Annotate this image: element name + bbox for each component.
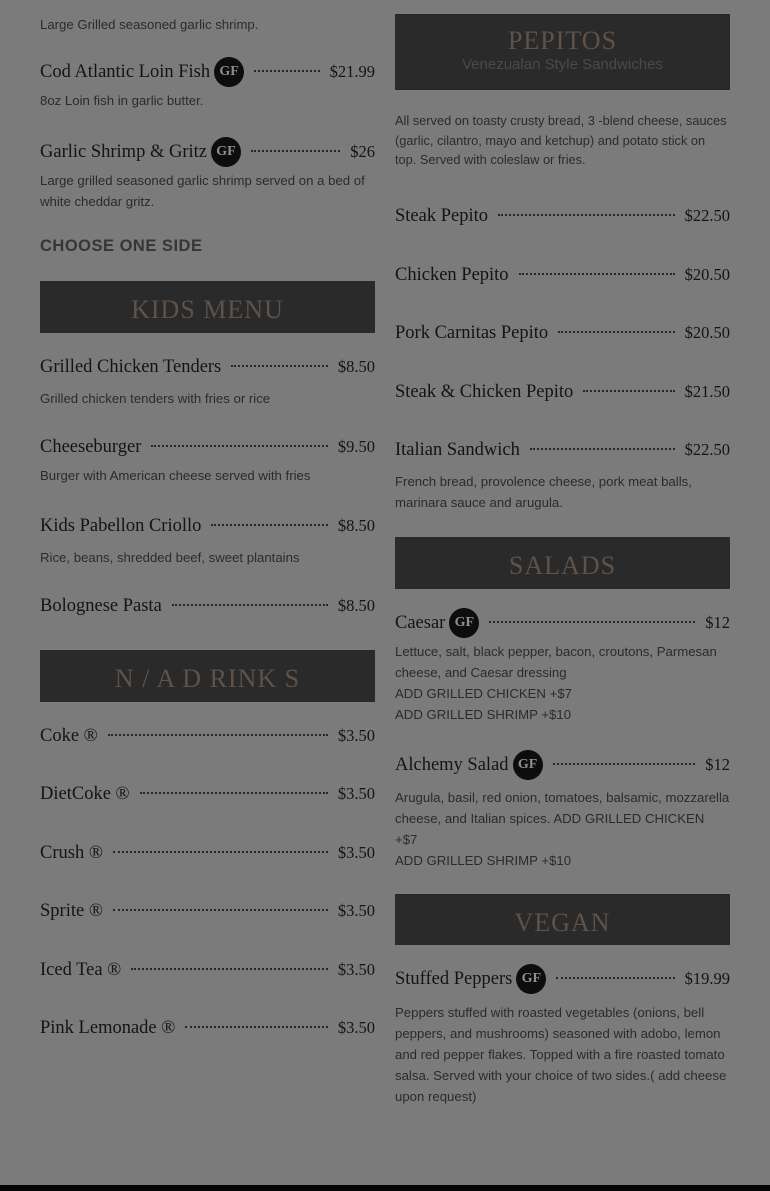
leader-dots xyxy=(498,214,675,216)
item-name: Grilled Chicken Tenders xyxy=(40,356,222,377)
menu-item[interactable] xyxy=(395,750,730,871)
item-price: $3.50 xyxy=(337,726,375,745)
item-description: French bread, provolence cheese, pork meat balls, marinara sauce and arugula. xyxy=(395,474,692,510)
add-on-option: ADD GRILLED SHRIMP +$10 xyxy=(395,853,572,868)
item-description: Large grilled seasoned garlic shrimp served on a bed of white cheddar gritz. xyxy=(40,173,365,209)
leader-dots xyxy=(113,909,328,911)
menu-item[interactable] xyxy=(40,511,375,568)
salads-banner xyxy=(395,537,730,589)
leader-dots xyxy=(140,792,328,794)
leader-dots xyxy=(583,390,674,392)
leader-dots xyxy=(254,70,320,72)
leader-dots xyxy=(151,445,328,447)
menu-item-partial xyxy=(40,0,375,35)
item-price: $19.99 xyxy=(684,969,730,988)
item-price: $8.50 xyxy=(337,596,375,615)
item-price: $3.50 xyxy=(337,960,375,979)
item-price: $21.50 xyxy=(684,382,730,401)
section-title: N / A D RINK S xyxy=(114,664,301,693)
leader-dots xyxy=(519,273,675,275)
item-name: Iced Tea ® xyxy=(40,959,122,980)
menu-item[interactable] xyxy=(395,608,730,725)
item-name: Alchemy Salad xyxy=(395,754,509,775)
item-price: $3.50 xyxy=(337,1018,375,1037)
item-name: Pork Carnitas Pepito xyxy=(395,322,549,343)
menu-item[interactable] xyxy=(40,137,375,212)
gluten-free-badge-icon: GF xyxy=(214,57,244,87)
leader-dots xyxy=(231,365,328,367)
bottom-bar xyxy=(0,1185,770,1191)
drink-item[interactable] xyxy=(40,721,375,751)
item-price: $3.50 xyxy=(337,784,375,803)
leader-dots xyxy=(489,621,695,623)
section-title: PEPITOS xyxy=(507,26,618,55)
menu-item[interactable] xyxy=(395,435,730,513)
pepitos-intro: All served on toasty crusty bread, 3 -blend cheese, sauces (garlic, cilantro, mayo and ketchup) and potato stick on top. Served with coleslaw or fries. xyxy=(395,113,727,167)
leader-dots xyxy=(530,448,675,450)
gluten-free-badge-icon: GF xyxy=(449,608,479,638)
menu-item[interactable] xyxy=(395,964,730,1107)
item-name: Caesar xyxy=(395,612,446,633)
drink-item[interactable] xyxy=(40,779,375,809)
add-on-option: ADD GRILLED SHRIMP +$10 xyxy=(395,707,572,722)
item-name: Cheeseburger xyxy=(40,436,142,457)
leader-dots xyxy=(172,604,328,606)
item-price: $8.50 xyxy=(337,516,375,535)
item-price: $12 xyxy=(705,755,730,774)
leader-dots xyxy=(556,977,674,979)
item-name: DietCoke ® xyxy=(40,783,130,804)
leader-dots xyxy=(251,150,340,152)
item-price: $26 xyxy=(350,142,375,161)
drink-item[interactable] xyxy=(40,955,375,985)
item-name: Sprite ® xyxy=(40,900,103,921)
menu-item[interactable] xyxy=(395,318,730,348)
leader-dots xyxy=(558,331,674,333)
item-price: $20.50 xyxy=(684,323,730,342)
pepitos-banner xyxy=(395,14,730,90)
item-description: Burger with American cheese served with fries xyxy=(40,468,311,483)
item-name: Steak & Chicken Pepito xyxy=(395,381,574,402)
item-price: $21.99 xyxy=(329,62,375,81)
item-name: Cod Atlantic Loin Fish xyxy=(40,61,211,82)
item-name: Bolognese Pasta xyxy=(40,595,162,616)
item-price: $20.50 xyxy=(684,265,730,284)
item-description: 8oz Loin fish in garlic butter. xyxy=(40,93,204,108)
item-name: Steak Pepito xyxy=(395,205,489,226)
drink-item[interactable] xyxy=(40,1013,375,1043)
kids-menu-banner xyxy=(40,281,375,333)
vegan-banner xyxy=(395,894,730,945)
gluten-free-badge-icon: GF xyxy=(513,750,543,780)
leader-dots xyxy=(185,1026,328,1028)
menu-item[interactable] xyxy=(395,201,730,231)
leader-dots xyxy=(211,524,328,526)
item-description: Arugula, basil, red onion, tomatoes, balsamic, mozzarella cheese, and Italian spices. ADD GRILLED CHICKEN +$7 xyxy=(395,790,730,847)
drink-item[interactable] xyxy=(40,896,375,926)
item-price: $9.50 xyxy=(337,437,375,456)
gluten-free-badge-icon: GF xyxy=(211,137,241,167)
item-description: Peppers stuffed with roasted vegetables (onions, bell peppers, and mushrooms) seasoned with adobo, lemon and red pepper flakes. Topped with a fire roasted tomato salsa. Served with your choice of two sides.( add cheese upon request) xyxy=(395,1005,727,1104)
choose-side-heading: CHOOSE ONE SIDE xyxy=(40,237,203,255)
item-price: $22.50 xyxy=(684,206,730,225)
item-description: Large Grilled seasoned garlic shrimp. xyxy=(40,17,259,32)
menu-item[interactable] xyxy=(40,352,375,409)
section-title: SALADS xyxy=(508,551,617,580)
item-price: $12 xyxy=(705,613,730,632)
leader-dots xyxy=(113,851,328,853)
item-price: $3.50 xyxy=(337,843,375,862)
drink-item[interactable] xyxy=(40,838,375,868)
section-subtitle: Venezualan Style Sandwiches xyxy=(462,56,663,73)
add-on-option: ADD GRILLED CHICKEN +$7 xyxy=(395,686,572,701)
leader-dots xyxy=(108,734,328,736)
item-price: $22.50 xyxy=(684,440,730,459)
menu-item[interactable] xyxy=(40,432,375,486)
menu-item[interactable] xyxy=(40,57,375,111)
item-name: Stuffed Peppers xyxy=(395,968,513,989)
item-description: Grilled chicken tenders with fries or rice xyxy=(40,391,271,406)
item-name: Crush ® xyxy=(40,842,103,863)
item-price: $8.50 xyxy=(337,357,375,376)
leader-dots xyxy=(131,968,328,970)
item-price: $3.50 xyxy=(337,901,375,920)
item-description: Rice, beans, shredded beef, sweet plantains xyxy=(40,550,300,565)
item-name: Pink Lemonade ® xyxy=(40,1017,176,1038)
leader-dots xyxy=(553,763,696,765)
drinks-banner xyxy=(40,650,375,702)
menu-item[interactable] xyxy=(395,377,730,407)
item-name: Coke ® xyxy=(40,725,98,746)
item-description: Lettuce, salt, black pepper, bacon, croutons, Parmesan cheese, and Caesar dressing xyxy=(395,644,717,680)
gluten-free-badge-icon: GF xyxy=(516,964,546,994)
item-name: Italian Sandwich xyxy=(395,439,520,460)
section-title: KIDS MENU xyxy=(131,295,284,324)
menu-item[interactable] xyxy=(40,591,375,621)
item-name: Garlic Shrimp & Gritz xyxy=(40,141,207,162)
item-name: Chicken Pepito xyxy=(395,264,509,285)
menu-item[interactable] xyxy=(395,260,730,290)
section-title: VEGAN xyxy=(514,908,611,937)
item-name: Kids Pabellon Criollo xyxy=(40,515,202,536)
